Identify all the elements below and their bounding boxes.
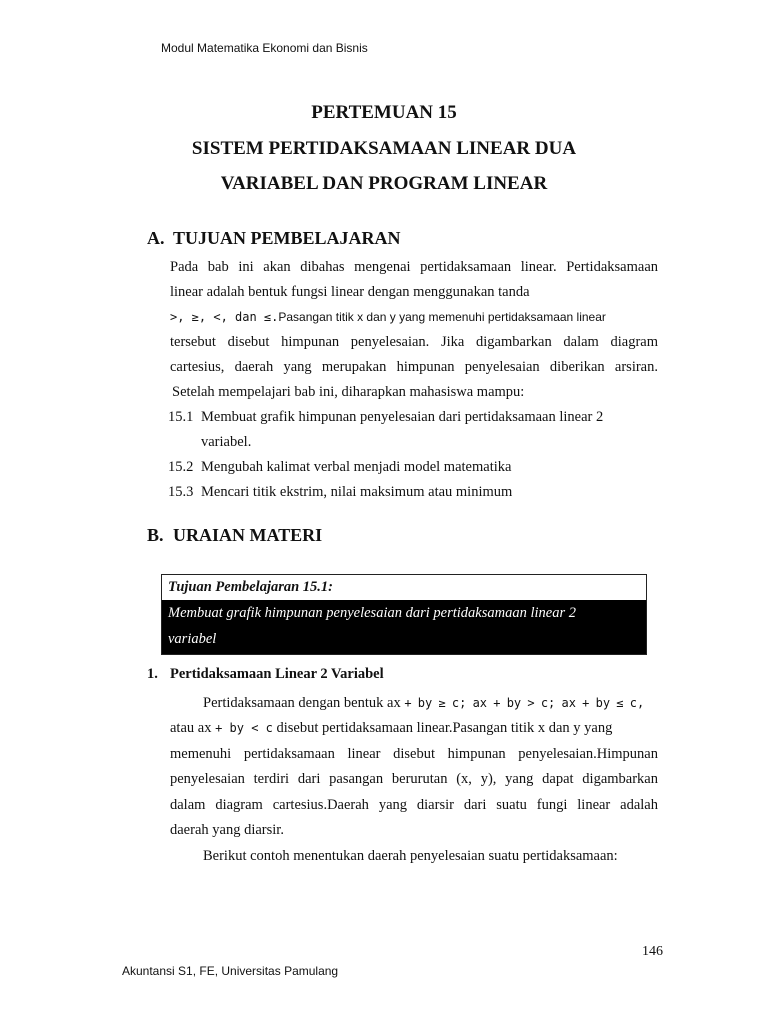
page-number: 146 <box>642 944 663 959</box>
objective-text: Membuat grafik himpunan penyelesaian dari pertidaksamaan linear 2 <box>201 409 604 425</box>
subsection-1-heading <box>147 666 384 683</box>
objective-number: 15.3 <box>168 484 194 500</box>
chapter-title-line-1: SISTEM PERTIDAKSAMAAN LINEAR DUA <box>191 138 577 159</box>
body-line-2-start: atau ax <box>170 720 212 736</box>
section-a-line-2: linear adalah bentuk fungsi linear dengan menggunakan tanda <box>170 284 530 300</box>
section-a-line-4: tersebut disebut himpunan penyelesaian. Jika digambarkan dalam diagram <box>170 334 658 350</box>
section-a-line-3-text: Pasangan titik x dan y yang memenuhi pertidaksamaan linear <box>278 310 606 324</box>
section-b-title: URAIAN MATERI <box>173 525 323 545</box>
chapter-title-line-2: VARIABEL DAN PROGRAM LINEAR <box>220 173 548 194</box>
body-line-2-end: disebut pertidaksamaan linear.Pasangan titik x dan y yang <box>276 720 613 736</box>
learning-objective-label: Tujuan Pembelajaran 15.1: <box>162 575 646 600</box>
body-line-5: dalam diagram cartesius.Daerah yang diarsir dari suatu fungi linear adalah <box>170 797 658 813</box>
objective-15-1 <box>168 409 658 426</box>
body-line-7: Berikut contoh menentukan daerah penyelesaian suatu pertidaksamaan: <box>203 848 618 864</box>
section-b-heading <box>147 525 322 546</box>
section-a-line-1: Pada bab ini akan dibahas mengenai pertidaksamaan linear. Pertidaksamaan <box>170 259 658 275</box>
body-line-2 <box>170 720 658 737</box>
subsection-1-number: 1. <box>147 666 158 682</box>
learning-objective-box <box>161 574 647 655</box>
inequality-forms: + by ≥ c; ax + by > c; ax + by ≤ c, <box>404 696 645 710</box>
objective-15-3 <box>168 484 512 501</box>
subsection-1-title: Pertidaksamaan Linear 2 Variabel <box>170 666 384 682</box>
body-line-6: daerah yang diarsir. <box>170 822 284 838</box>
body-line-4: penyelesaian terdiri dari pasangan berurutan (x, y), yang dapat digambarkan <box>170 771 658 787</box>
section-a-title: TUJUAN PEMBELAJARAN <box>173 228 401 248</box>
objective-text: Mengubah kalimat verbal menjadi model matematika <box>201 459 512 475</box>
objective-15-2 <box>168 459 511 476</box>
section-a-line-5: cartesius, daerah yang merupakan himpunan penyelesaian diberikan arsiran. <box>170 359 658 375</box>
section-a-intro: Setelah mempelajari bab ini, diharapkan mahasiswa mampu: <box>172 384 525 400</box>
objective-15-1-continuation: variabel. <box>201 434 252 450</box>
section-a-number: A. <box>147 228 165 248</box>
chapter-number: PERTEMUAN 15 <box>311 102 457 123</box>
section-a-line-3 <box>170 310 658 324</box>
body-line-1 <box>203 695 658 712</box>
running-header: Modul Matematika Ekonomi dan Bisnis <box>161 41 368 55</box>
inequality-symbols: >, ≥, <, dan ≤. <box>170 310 279 324</box>
learning-objective-line-2: variabel <box>168 631 217 647</box>
running-footer: Akuntansi S1, FE, Universitas Pamulang <box>122 964 339 978</box>
section-a-heading <box>147 228 401 249</box>
body-line-1-text: Pertidaksamaan dengan bentuk ax <box>203 695 401 711</box>
objective-number: 15.1 <box>168 409 194 425</box>
learning-objective-body <box>162 600 646 654</box>
section-b-number: B. <box>147 525 164 545</box>
learning-objective-line-1: Membuat grafik himpunan penyelesaian dari pertidaksamaan linear 2 <box>168 605 576 621</box>
inequality-form-last: + by < c <box>215 721 273 735</box>
body-line-3: memenuhi pertidaksamaan linear disebut himpunan penyelesaian.Himpunan <box>170 746 658 762</box>
objective-text: Mencari titik ekstrim, nilai maksimum atau minimum <box>201 484 513 500</box>
objective-number: 15.2 <box>168 459 194 475</box>
